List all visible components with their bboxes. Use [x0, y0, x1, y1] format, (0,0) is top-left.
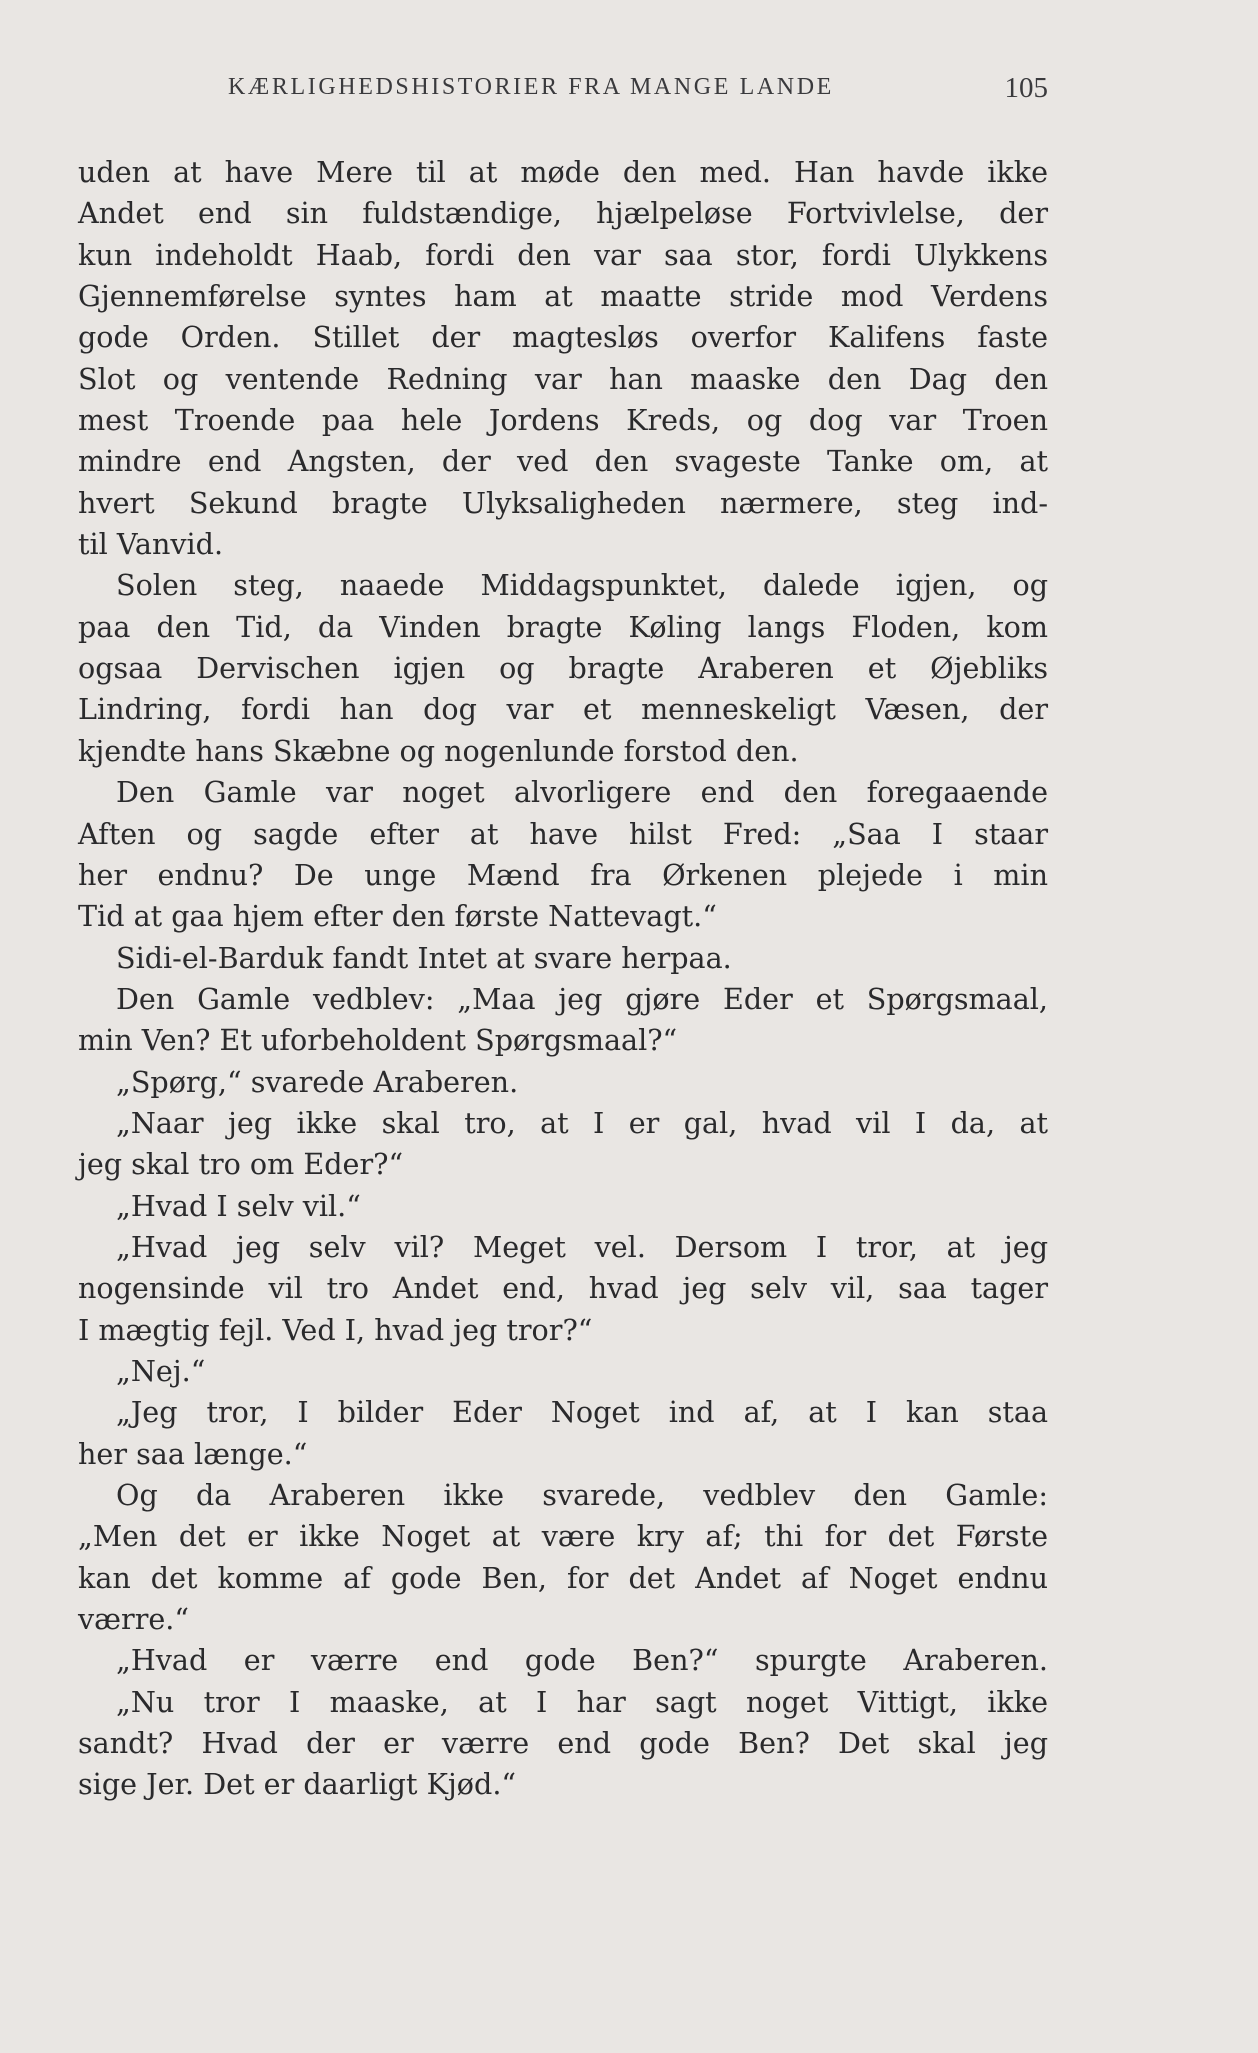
- text-line: Og da Araberen ikke svarede, vedblev den Gamle:: [116, 1478, 1048, 1512]
- text-line: I mægtig fejl. Ved I, hvad jeg tror?“: [78, 1312, 593, 1347]
- text-line: jeg skal tro om Eder?“: [78, 1147, 404, 1182]
- text-line: „Men det er ikke Noget at være kry af; thi for det Første: [78, 1519, 1048, 1554]
- body-text: [78, 152, 1048, 1806]
- text-line: mest Troende paa hele Jordens Kreds, og dog var Troen: [78, 403, 1048, 438]
- page-header: [78, 74, 1048, 114]
- text-line: Andet end sin fuldstændige, hjælpeløse Fortvivlelse, der: [78, 196, 1048, 231]
- text-line: til Vanvid.: [78, 527, 224, 562]
- text-line: Solen steg, naaede Middagspunktet, dalede igjen, og: [116, 568, 1048, 603]
- text-line: Aften og sagde efter at have hilst Fred: „Saa I staar: [78, 816, 1048, 851]
- text-line: mindre end Angsten, der ved den svageste Tanke om, at: [78, 444, 1048, 479]
- text-line: Slot og ventende Redning var han maaske den Dag den: [78, 361, 1048, 396]
- text-line: Gjennemførelse syntes ham at maatte stride mod Verdens: [78, 279, 1048, 314]
- text-line: paa den Tid, da Vinden bragte Køling langs Floden, kom: [78, 609, 1048, 644]
- text-line: nogensinde vil tro Andet end, hvad jeg selv vil, saa tager: [78, 1271, 1048, 1306]
- text-line: „Hvad er værre end gode Ben?“ spurgte Araberen.: [116, 1643, 1048, 1678]
- text-line: Den Gamle vedblev: „Maa jeg gjøre Eder et Spørgsmaal,: [116, 981, 1048, 1016]
- text-line: „Hvad jeg selv vil? Meget vel. Dersom I tror, at jeg: [116, 1229, 1048, 1264]
- text-line: her saa længe.“: [78, 1436, 308, 1471]
- text-line: „Spørg,“ svarede Araberen.: [116, 1064, 519, 1099]
- text-line: Tid at gaa hjem efter den første Nattevagt.“: [78, 899, 717, 934]
- text-line: kan det komme af gode Ben, for det Andet af Noget endnu: [78, 1560, 1048, 1595]
- text-line: „Hvad I selv vil.“: [116, 1188, 361, 1223]
- page-number: 105: [1004, 72, 1048, 104]
- text-line: ogsaa Dervischen igjen og bragte Araberen et Øjebliks: [78, 651, 1048, 686]
- text-line: hvert Sekund bragte Ulyksaligheden nærmere, steg ind-: [78, 485, 1048, 520]
- text-line: „Nu tror I maaske, at I har sagt noget Vittigt, ikke: [116, 1684, 1048, 1719]
- text-line: kun indeholdt Haab, fordi den var saa stor, fordi Ulykkens: [78, 237, 1048, 272]
- text-line: Den Gamle var noget alvorligere end den foregaaende: [116, 775, 1048, 810]
- text-line: „Naar jeg ikke skal tro, at I er gal, hvad vil I da, at: [116, 1105, 1048, 1140]
- text-line: sige Jer. Det er daarligt Kjød.“: [78, 1767, 517, 1802]
- text-line: værre.“: [78, 1602, 189, 1637]
- text-line: min Ven? Et uforbeholdent Spørgsmaal?“: [78, 1023, 678, 1058]
- running-title: KÆRLIGHEDSHISTORIER FRA MANGE LANDE: [228, 74, 834, 100]
- text-line: her endnu? De unge Mænd fra Ørkenen plejede i min: [78, 857, 1048, 892]
- text-line: uden at have Mere til at møde den med. Han havde ikke: [78, 155, 1048, 189]
- text-line: Lindring, fordi han dog var et menneskeligt Væsen, der: [78, 692, 1048, 727]
- text-line: gode Orden. Stillet der magtesløs overfor Kalifens faste: [78, 320, 1048, 355]
- text-line: „Nej.“: [116, 1353, 206, 1388]
- text-line: kjendte hans Skæbne og nogenlunde forstod den.: [78, 733, 799, 768]
- text-line: Sidi-el-Barduk fandt Intet at svare herpaa.: [116, 940, 732, 975]
- text-line: „Jeg tror, I bilder Eder Noget ind af, at I kan staa: [116, 1395, 1048, 1430]
- text-line: sandt? Hvad der er værre end gode Ben? Det skal jeg: [78, 1726, 1048, 1761]
